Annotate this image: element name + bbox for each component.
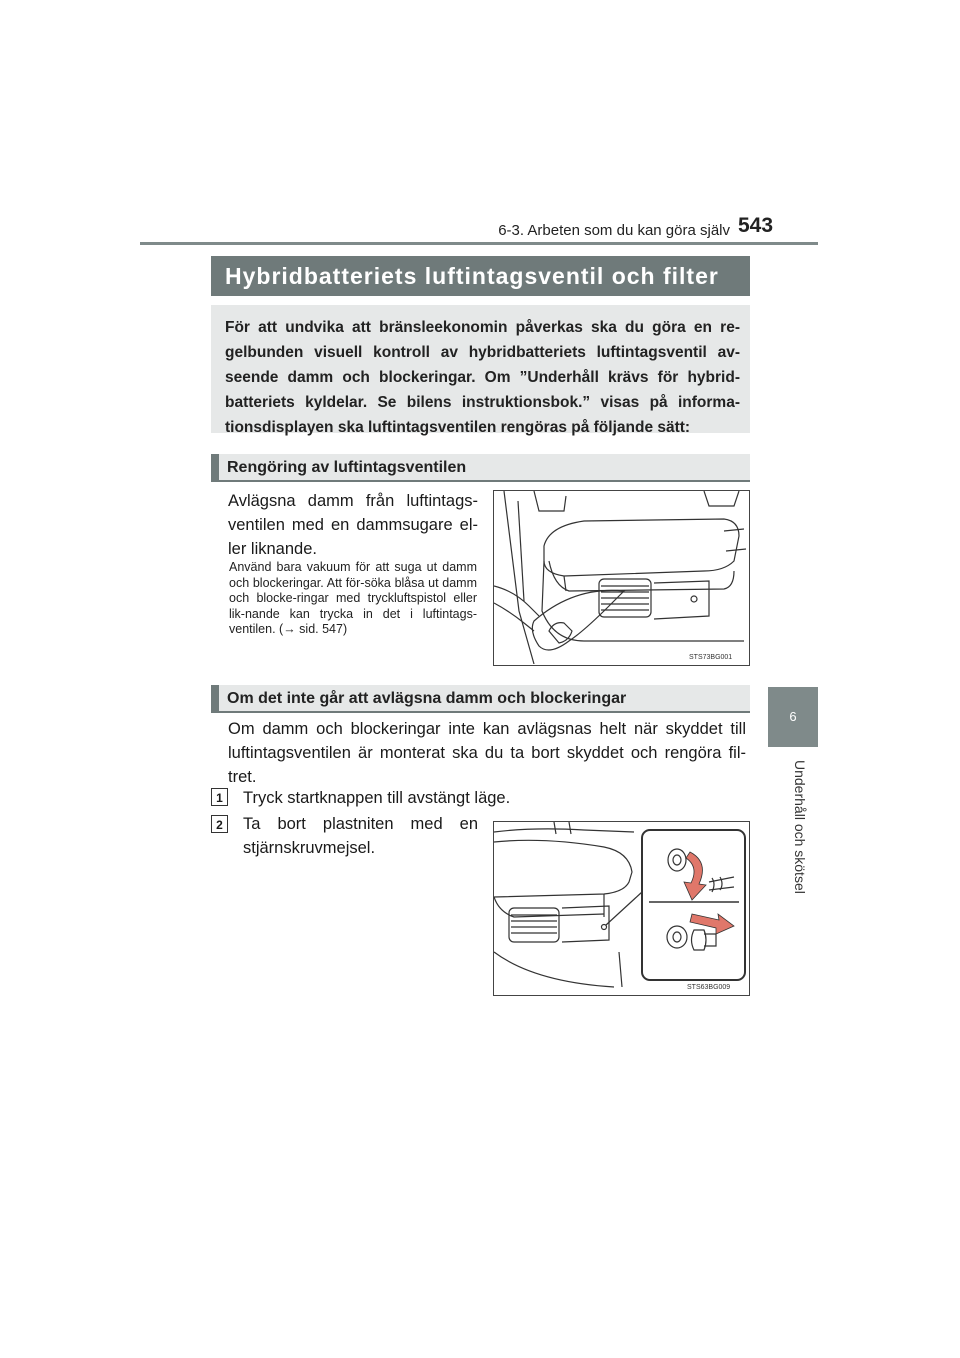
cleaning-note: Använd bara vakuum för att suga ut damm och blockeringar. Att för-söka blåsa ut damm och blocke-ringar med tryckluftspistol eller lik-nande kan trycka in det i luftintags-ventilen. (→ sid. 547) (229, 560, 477, 636)
subsection-heading-cleaning: Rengöring av luftintagsventilen (211, 454, 750, 482)
step-2-text: Ta bort plastniten med en stjärnskruvmejsel. (243, 815, 478, 857)
step-1-text: Tryck startknappen till avstängt läge. (243, 789, 511, 807)
chapter-label: Underhåll och skötsel (792, 760, 808, 894)
figure-code: STS73BG001 (689, 654, 733, 661)
cleaning-instruction: Avlägsna damm från luftintags-ventilen med en dammsugare el-ler liknande. (228, 492, 478, 558)
figure-remove-rivet (493, 821, 750, 996)
page-number: 543 (738, 214, 774, 237)
figure-vacuum-cleaning (493, 490, 750, 666)
intro-box (211, 305, 750, 436)
header-divider (140, 242, 818, 245)
vacuum-illustration (494, 491, 748, 664)
step-2-badge: 2 (211, 815, 228, 833)
rivet-illustration (494, 822, 748, 994)
subsection-heading-blockage: Om det inte går att avlägsna damm och blockeringar (211, 685, 750, 713)
chapter-tab: 6 (768, 687, 818, 747)
section-title: Hybridbatteriets luftintagsventil och filter (211, 256, 750, 296)
intro-text: För att undvika att bränsleekonomin påverkas ska du göra en re-gelbunden visuell kontroll av hybridbatteriets luftintagsventil av-seende damm och blockeringar. Om ”Underhåll krävs för hybrid-batteriets kyldelar. Se bilens instruktionsbok.” visas på informa-tionsdisplayen ska luftintagsventilen rengöras på följande sätt: (225, 319, 740, 436)
step-1-badge: 1 (211, 788, 228, 806)
running-header: 6-3. Arbeten som du kan göra själv (498, 222, 730, 239)
figure-code: STS63BG009 (687, 984, 731, 991)
blockage-instruction: Om damm och blockeringar inte kan avlägsnas helt när skyddet till luftintagsventilen är monterat ska du ta bort skyddet och rengöra fil-tret. (228, 720, 746, 786)
